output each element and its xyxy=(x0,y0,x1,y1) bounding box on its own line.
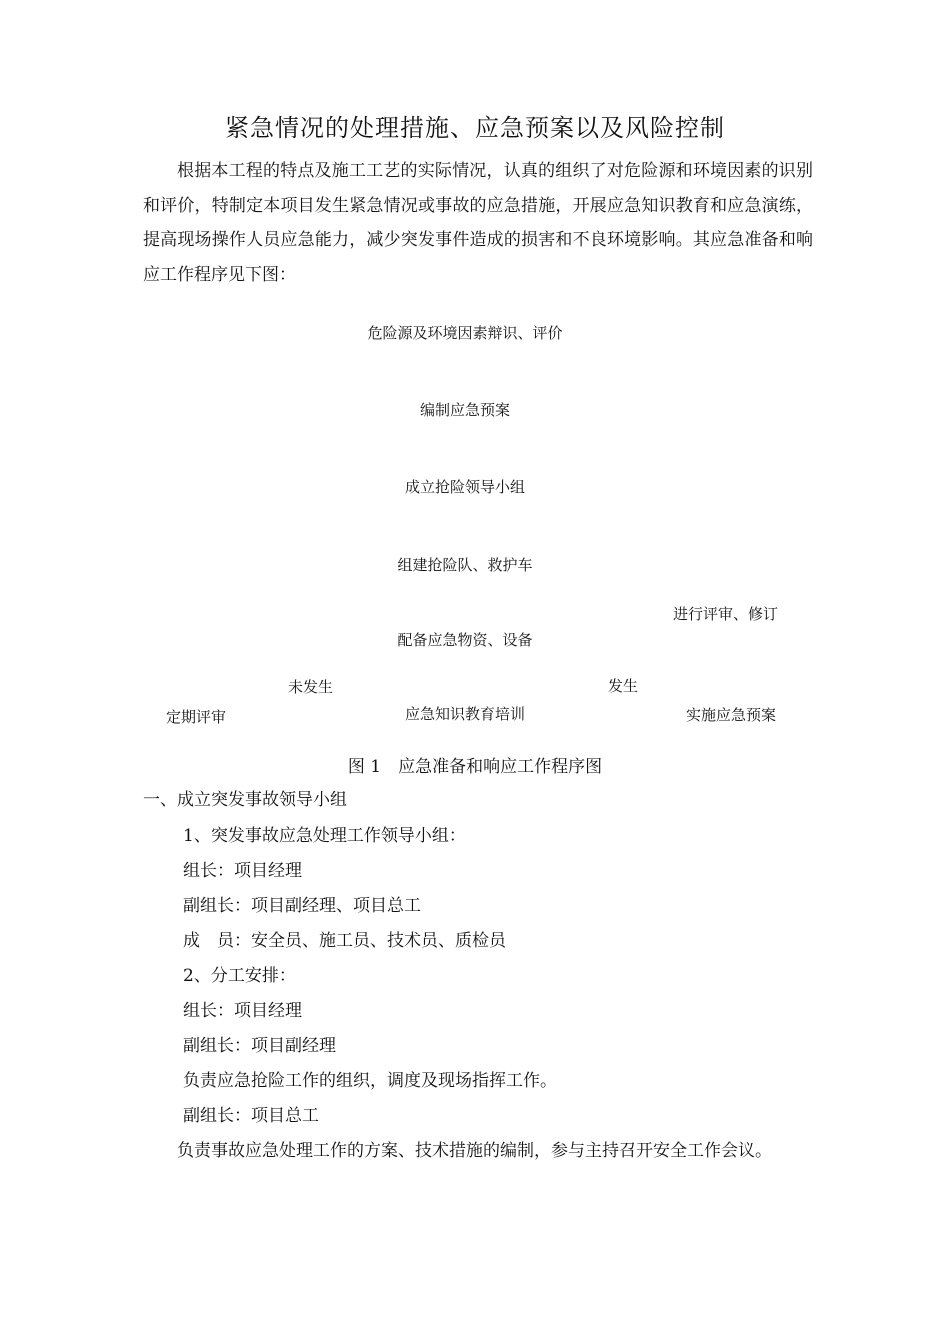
deputy2-line: 副组长：项目副经理 xyxy=(183,1036,336,1056)
flow-step-rescue-team: 组建抢险队、救护车 xyxy=(397,556,533,574)
flow-review-revise: 进行评审、修订 xyxy=(673,605,779,623)
flow-not-occurred: 未发生 xyxy=(288,678,334,696)
figure-caption: 图 1 应急准备和响应工作程序图 xyxy=(347,757,603,777)
flow-periodic-review: 定期评审 xyxy=(166,708,227,726)
flow-step-prepare-plan: 编制应急预案 xyxy=(419,401,510,419)
subsection-2: 2、分工安排： xyxy=(183,966,296,986)
members-line: 成 员：安全员、施工员、技术员、质检员 xyxy=(183,931,506,951)
flow-step-hazard-identification: 危险源及环境因素辩识、评价 xyxy=(367,324,563,342)
leader-line: 组长：项目经理 xyxy=(183,861,302,881)
deputy-line: 副组长：项目副经理、项目总工 xyxy=(183,896,421,916)
flow-implement-plan: 实施应急预案 xyxy=(686,706,777,724)
leader2-line: 组长：项目经理 xyxy=(183,1001,302,1021)
document-title: 紧急情况的处理措施、应急预案以及风险控制 xyxy=(225,114,725,142)
flow-step-training: 应急知识教育培训 xyxy=(404,705,525,723)
flow-step-leadership-group: 成立抢险领导小组 xyxy=(404,478,525,496)
subsection-1: 1、突发事故应急处理工作领导小组： xyxy=(183,826,466,846)
section-heading: 一、成立突发事故领导小组 xyxy=(143,790,347,810)
deputy2-duty-line: 负责应急抢险工作的组织，调度及现场指挥工作。 xyxy=(183,1071,557,1091)
flow-step-equipment: 配备应急物资、设备 xyxy=(397,631,533,649)
flow-occurred: 发生 xyxy=(608,677,639,695)
deputy3-line: 副组长：项目总工 xyxy=(183,1106,319,1126)
intro-paragraph xyxy=(143,154,813,292)
intro-text: 根据本工程的特点及施工工艺的实际情况，认真的组织了对危险源和环境因素的识别和评价，特制定本项目发生紧急情况或事故的应急措施，开展应急知识教育和应急演练，提高现场操作人员应急能力，减少突发事件造成的损害和不良环境影响。其应急准备和响应工作程序见下图： xyxy=(143,161,813,285)
deputy3-duty-line: 负责事故应急处理工作的方案、技术措施的编制，参与主持召开安全工作会议。 xyxy=(177,1141,772,1161)
